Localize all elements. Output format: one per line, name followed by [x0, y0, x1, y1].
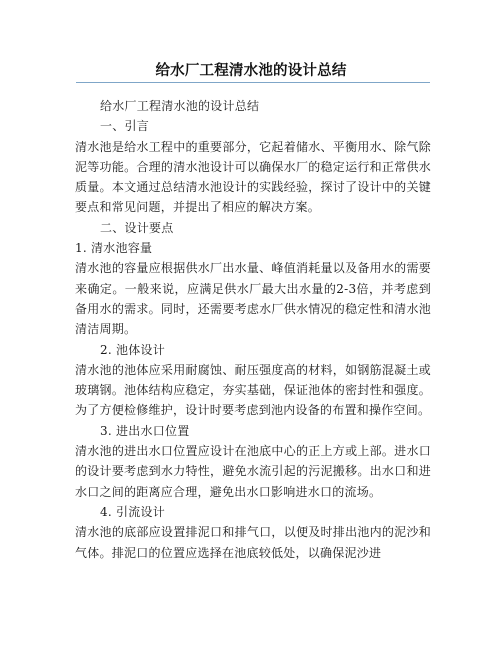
document-body [75, 96, 431, 563]
body-paragraph: 清水池的容量应根据供水厂出水量、峰值消耗量以及备用水的需要来确定。一般来说，应满足供水厂最大出水量的2-3倍，并考虑到备用水的需求。同时，还需要考虑水厂供水情况的稳定性和清水池清洁周期。 [75, 261, 431, 337]
body-paragraph: 清水池的进出水口位置应设计在池底中心的正上方或上部。进水口的设计要考虑到水力特性，避免水流引起的污泥搬移。出水口和进水口之间的距离应合理，避免出水口影响进水口的流场。 [75, 444, 431, 499]
title-divider [76, 82, 430, 83]
subheading-tank-body: 2. 池体设计 [100, 342, 166, 357]
subtitle-paragraph: 给水厂工程清水池的设计总结 [100, 99, 260, 113]
subheading-inlet-outlet: 3. 进出水口位置 [100, 423, 190, 438]
body-paragraph: 清水池是给水工程中的重要部分，它起着储水、平衡用水、除气除泥等功能。合理的清水池设计可以确保水厂的稳定运行和正常供水质量。本文通过总结清水池设计的实践经验，探讨了设计中的关键要点和常见问题，并提出了相应的解决方案。 [75, 139, 431, 215]
subheading-capacity: 1. 清水池容量 [75, 241, 153, 256]
section-heading-design-points: 二、设计要点 [100, 220, 174, 235]
body-paragraph: 清水池的池体应采用耐腐蚀、耐压强度高的材料，如钢筋混凝土或玻璃钢。池体结构应稳定，夯实基础，保证池体的密封性和强度。为了方便检修维护，设计时要考虑到池内设备的布置和操作空间。 [75, 362, 431, 418]
document-title: 给水厂工程清水池的设计总结 [155, 63, 347, 79]
section-heading-introduction: 一、引言 [100, 119, 150, 134]
subheading-drainage: 4. 引流设计 [100, 504, 166, 519]
body-paragraph: 清水池的底部应设置排泥口和排气口，以便及时排出池内的泥沙和气体。排泥口的位置应选择在池底较低处，以确保泥沙进 [75, 525, 431, 560]
